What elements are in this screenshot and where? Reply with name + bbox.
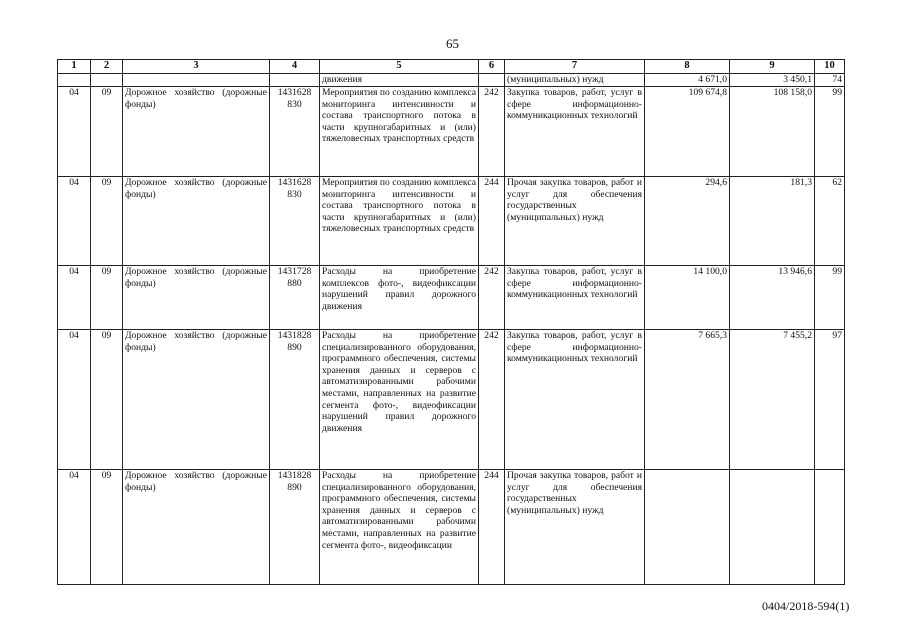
col-header-10: 10 [815,60,845,74]
col-header-5: 5 [320,60,479,74]
cell-plan [645,470,730,585]
cell-section-name: Дорожное хозяйство (дорожные фонды) [123,266,270,330]
cell-target-article: 1431628 830 [270,87,320,177]
cell-plan: 7 665,3 [645,330,730,470]
cell-section-name: Дорожное хозяйство (дорожные фонды) [123,470,270,585]
cell-article-name: Расходы на приобретение специализированного оборудования, программного обеспечения, системы хранения данных и серверов с автоматизированными рабочими местами, направленных на развитие сегмента фото-, видеофиксации [320,470,479,585]
cell-expense-type: 244 [479,177,505,266]
col-header-8: 8 [645,60,730,74]
col-header-1: 1 [58,60,91,74]
document-code: 0404/2018-594(1) [762,599,850,613]
col-header-4: 4 [270,60,320,74]
cell-subsection: 09 [91,330,123,470]
table-row [58,330,845,470]
cell-expense-name: Закупка товаров, работ, услуг в сфере информационно-коммуникационных технологий [505,87,645,177]
cell-section-name: Дорожное хозяйство (дорожные фонды) [123,87,270,177]
table-row [58,87,845,177]
cell-plan: 294,6 [645,177,730,266]
cell-expense-type: 244 [479,470,505,585]
cell-section: 04 [58,330,91,470]
col-header-9: 9 [730,60,815,74]
cell-article-name: Мероприятия по созданию комплекса мониторинга интенсивности и состава транспортного потока в части крупногабаритных и (или) тяжеловесных транспортных средств [320,87,479,177]
page-number: 65 [446,36,459,51]
table-row [58,470,845,585]
cell-plan: 14 100,0 [645,266,730,330]
cell-percent: 97 [815,330,845,470]
cell-expense-name: Прочая закупка товаров, работ и услуг для обеспечения государственных (муниципальных) нужд [505,177,645,266]
cell-expense-name: Прочая закупка товаров, работ и услуг для обеспечения государственных (муниципальных) нужд [505,470,645,585]
cell-expense-name: (муниципальных) нужд [505,74,645,87]
cell-actual: 3 450,1 [730,74,815,87]
col-header-6: 6 [479,60,505,74]
cell-actual: 181,3 [730,177,815,266]
cell-section [58,74,91,87]
cell-plan: 109 674,8 [645,87,730,177]
cell-section-name: Дорожное хозяйство (дорожные фонды) [123,177,270,266]
cell-target-article [270,74,320,87]
header-row [58,60,845,74]
cell-subsection: 09 [91,470,123,585]
cell-article-name: Расходы на приобретение комплексов фото-, видеофиксации нарушений правил дорожного движения [320,266,479,330]
cell-plan: 4 671,0 [645,74,730,87]
cell-section: 04 [58,266,91,330]
cell-actual: 13 946,6 [730,266,815,330]
col-header-7: 7 [505,60,645,74]
cell-expense-name: Закупка товаров, работ, услуг в сфере информационно-коммуникационных технологий [505,330,645,470]
table-row [58,177,845,266]
cell-section: 04 [58,87,91,177]
cell-target-article: 1431828 890 [270,330,320,470]
cell-expense-type: 242 [479,330,505,470]
cell-target-article: 1431628 830 [270,177,320,266]
cell-article-name: Мероприятия по созданию комплекса мониторинга интенсивности и состава транспортного потока в части крупногабаритных и (или) тяжеловесных транспортных средств [320,177,479,266]
col-header-2: 2 [91,60,123,74]
cell-section: 04 [58,177,91,266]
cell-actual: 7 455,2 [730,330,815,470]
col-header-3: 3 [123,60,270,74]
cell-percent: 74 [815,74,845,87]
cell-percent: 62 [815,177,845,266]
cell-subsection: 09 [91,87,123,177]
cell-actual: 108 158,0 [730,87,815,177]
cell-expense-type [479,74,505,87]
cell-percent: 99 [815,87,845,177]
cell-subsection: 09 [91,177,123,266]
cell-section: 04 [58,470,91,585]
table-row [58,266,845,330]
cell-article-name: Расходы на приобретение специализированного оборудования, программного обеспечения, системы хранения данных и серверов с автоматизированными рабочими местами, направленных на развитие сегмента фото-, видеофиксации нарушений правил дорожного движения [320,330,479,470]
table-row [58,74,845,87]
cell-expense-type: 242 [479,87,505,177]
cell-article-name: движения [320,74,479,87]
cell-section-name [123,74,270,87]
cell-expense-type: 242 [479,266,505,330]
cell-section-name: Дорожное хозяйство (дорожные фонды) [123,330,270,470]
cell-target-article: 1431728 880 [270,266,320,330]
cell-expense-name: Закупка товаров, работ, услуг в сфере информационно-коммуникационных технологий [505,266,645,330]
cell-subsection [91,74,123,87]
budget-table [57,59,845,585]
cell-subsection: 09 [91,266,123,330]
cell-percent [815,470,845,585]
cell-actual [730,470,815,585]
cell-target-article: 1431828 890 [270,470,320,585]
cell-percent: 99 [815,266,845,330]
